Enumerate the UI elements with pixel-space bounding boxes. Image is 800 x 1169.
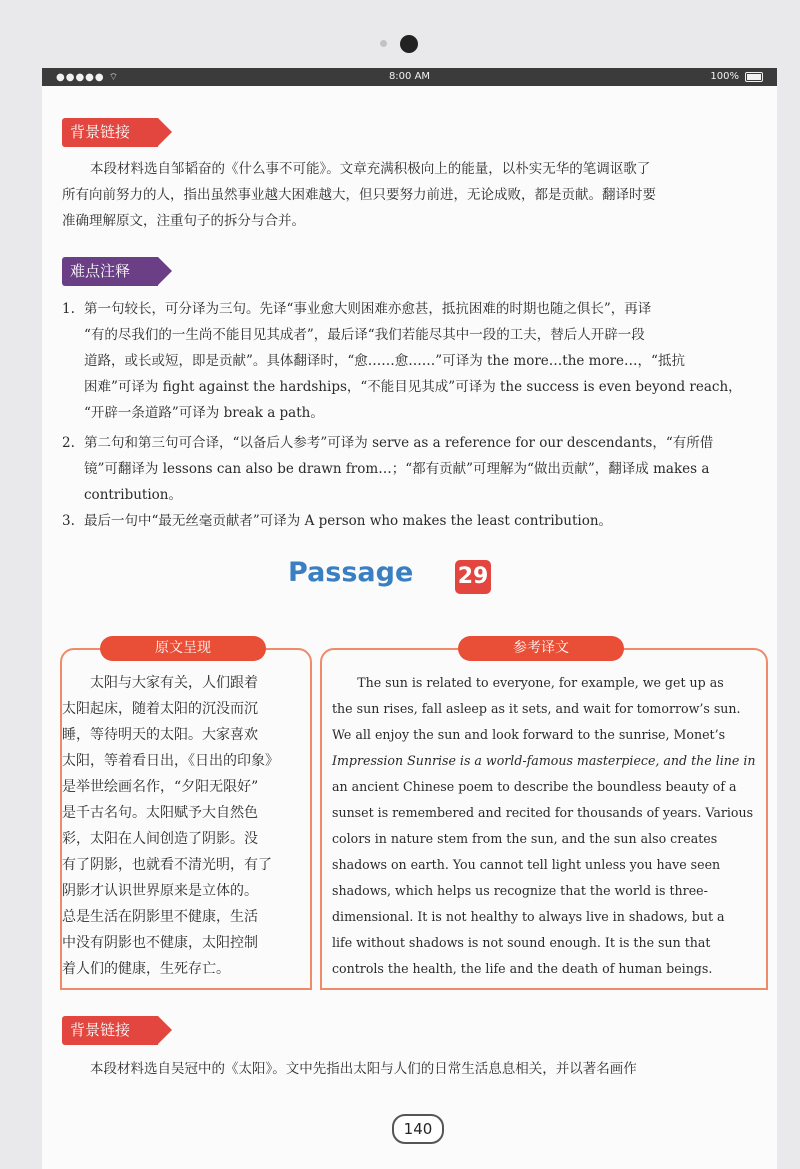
passage-number-badge: 29: [455, 560, 491, 594]
note-number: 3.: [62, 513, 75, 529]
note-line: “有的尽我们的一生尚不能目见其成者”，最后译“我们若能尽其中一段的工夫，替后人开辟一段: [84, 327, 645, 343]
original-line: 彩，太阳在人间创造了阴影。没: [62, 831, 258, 847]
status-bar: [42, 68, 777, 86]
battery-percent: 100%: [710, 71, 739, 82]
original-line: 有了阴影，也就看不清光明，有了: [62, 857, 272, 873]
translation-line: dimensional. It is not healthy to always live in shadows, but a: [332, 909, 725, 924]
original-text: [62, 670, 298, 982]
note-line: 第一句较长，可分译为三句。先译“事业愈大则困难亦愈甚，抵抗困难的时期也随之俱长”，再译: [84, 301, 652, 317]
bg1-line: 准确理解原文，注重句子的拆分与合并。: [62, 213, 305, 229]
bg2-line: 本段材料选自吴冠中的《太阳》。文中先指出太阳与人们的日常生活息息相关，并以著名画作: [90, 1061, 637, 1077]
note-line: 困难”可译为 fight against the hardships，“不能目见其成”可译为 the success is even beyond reach，: [84, 379, 742, 395]
note-line: “开辟一条道路”可译为 break a path。: [84, 405, 324, 421]
battery-icon: [745, 72, 763, 82]
translation-line: shadows, which helps us recognize that the world is three-: [332, 883, 708, 898]
translation-line: colors in nature stem from the sun, and the sun also creates: [332, 831, 718, 846]
translation-line: the sun rises, fall asleep as it sets, and wait for tomorrow’s sun.: [332, 701, 741, 716]
note-line: 道路，或长或短，即是贡献”。具体翻译时，“愈……愈……”可译为 the more…the more…，“抵抗: [84, 353, 685, 369]
note-line: 最后一句中“最无丝毫贡献者”可译为 A person who makes the least contribution。: [84, 513, 613, 529]
camera-sensor-dot: [380, 40, 387, 47]
original-line: 太阳，等着看日出，《日出的印象》: [62, 753, 279, 769]
translation-text: [332, 670, 764, 982]
translation-line: Impression Sunrise is a world-famous masterpiece, and the line in: [332, 753, 756, 768]
note-number: 1.: [62, 301, 75, 317]
signal-icon: ●●●●● ⌔: [56, 72, 120, 83]
original-line: 太阳与大家有关，人们跟着: [62, 675, 258, 691]
bg1-line: 本段材料选自邹韬奋的《什么事不可能》。文章充满积极向上的能量，以朴实无华的笔调讴歌了: [90, 161, 651, 177]
original-line: 中没有阴影也不健康，太阳控制: [62, 935, 258, 951]
translation-line: The sun is related to everyone, for example, we get up as: [332, 675, 724, 690]
background-link-text-2: [62, 1056, 772, 1082]
background-link-tag: 背景链接: [62, 118, 158, 147]
original-line: 阴影才认识世界原来是立体的。: [62, 883, 258, 899]
translation-line: an ancient Chinese poem to describe the boundless beauty of a: [332, 779, 737, 794]
original-line: 睡，等待明天的太阳。大家喜欢: [62, 727, 258, 743]
difficult-notes-tag: 难点注释: [62, 257, 158, 286]
note-line: 镜”可翻译为 lessons can also be drawn from…；“都有贡献”可理解为“做出贡献”，翻译成 makes a: [84, 461, 710, 477]
original-line: 着人们的健康，生死存亡。: [62, 961, 230, 977]
translation-line: We all enjoy the sun and look forward to the sunrise, Monet’s: [332, 727, 726, 742]
page-screen: [42, 86, 777, 1169]
original-line: 是举世绘画名作，“夕阳无限好”: [62, 779, 259, 795]
note-line: contribution。: [84, 487, 182, 503]
bg1-line: 所有向前努力的人，指出虽然事业越大困难越大，但只要努力前进，无论成败，都是贡献。翻译时要: [62, 187, 656, 203]
translation-title: 参考译文: [458, 636, 624, 661]
translation-line: controls the health, the life and the death of human beings.: [332, 961, 713, 976]
translation-line: shadows on earth. You cannot tell light unless you have seen: [332, 857, 721, 872]
background-link-tag-2: 背景链接: [62, 1016, 158, 1045]
original-line: 总是生活在阴影里不健康，生活: [62, 909, 258, 925]
translation-line: life without shadows is not sound enough. It is the sun that: [332, 935, 711, 950]
note-number: 2.: [62, 435, 75, 451]
camera-icon: [400, 35, 418, 53]
page-number: 140: [392, 1114, 444, 1144]
translation-line: sunset is remembered and recited for thousands of years. Various: [332, 805, 754, 820]
original-line: 是千古名句。太阳赋予大自然色: [62, 805, 258, 821]
note-line: 第二句和第三句可合译，“以备后人参考”可译为 serve as a reference for our descendants，“有所借: [84, 435, 714, 451]
background-link-text: [62, 156, 772, 234]
original-text-title: 原文呈现: [100, 636, 266, 661]
status-time: 8:00 AM: [388, 71, 431, 82]
original-line: 太阳起床，随着太阳的沉没而沉: [62, 701, 258, 717]
passage-title: Passage: [288, 557, 414, 588]
